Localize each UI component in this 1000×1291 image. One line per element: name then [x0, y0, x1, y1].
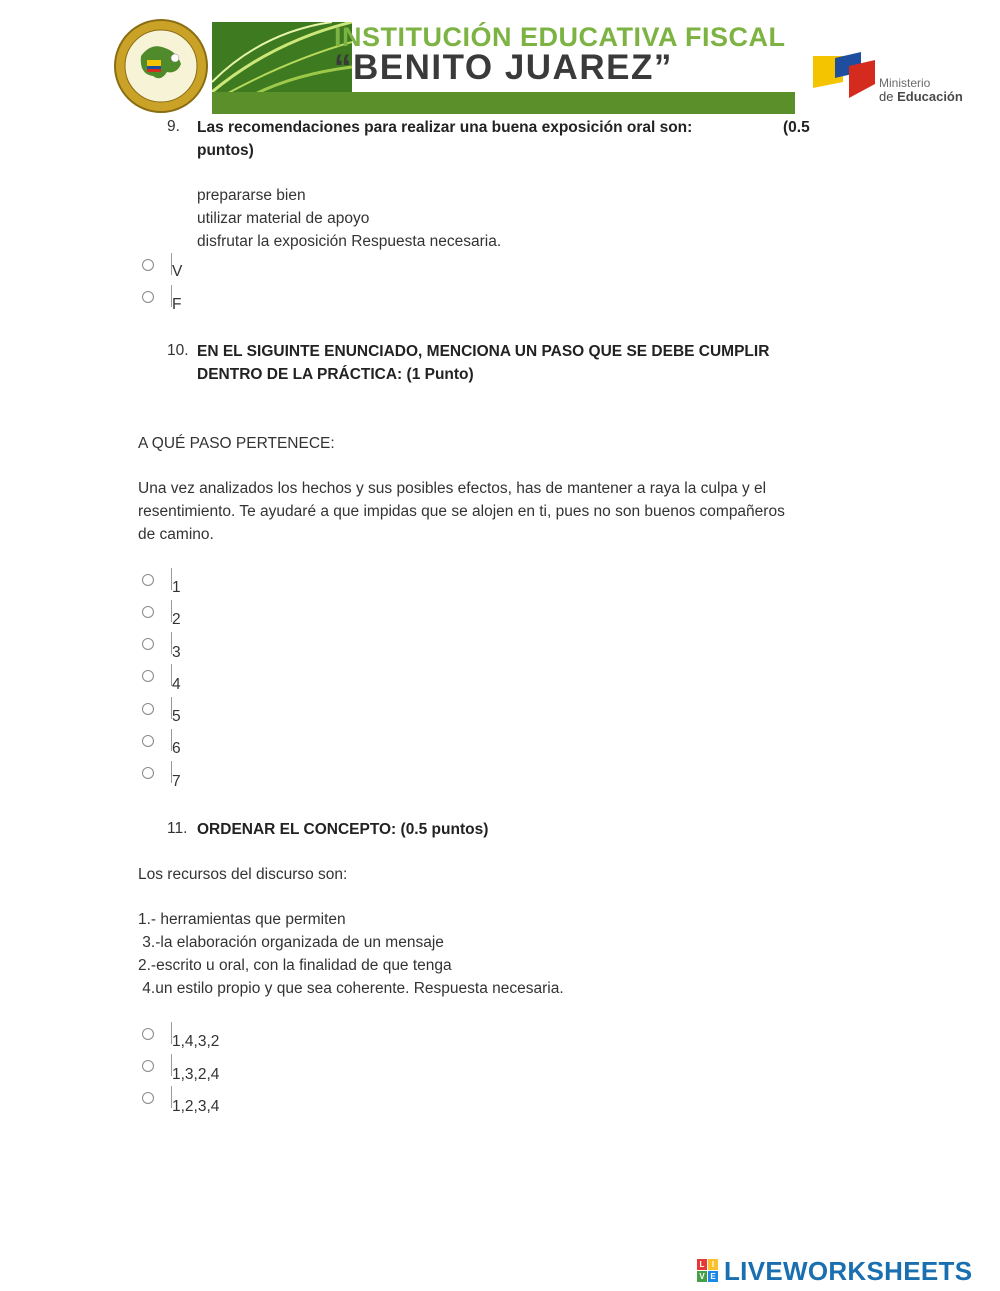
question-10-paragraph-line-3: de camino. — [138, 526, 214, 543]
question-10-title-cont: DENTRO DE LA PRÁCTICA: (1 Punto) — [197, 366, 474, 383]
question-9-points: (0.5 — [783, 119, 810, 136]
question-11-line-2: 3.-la elaboración organizada de un mensaje — [138, 934, 444, 951]
q10-option-5-label: 5 — [172, 708, 181, 725]
ministry-subtitle: de Educación — [879, 89, 963, 104]
q10-option-3-label: 3 — [172, 644, 181, 661]
question-9-title-cont: puntos) — [197, 142, 254, 159]
radio-q9-option-f[interactable] — [142, 291, 154, 303]
radio-q11-option-3[interactable] — [142, 1092, 154, 1104]
q11-option-1-label: 1,4,3,2 — [172, 1033, 220, 1050]
radio-q10-option-1[interactable] — [142, 574, 154, 586]
question-11-line-4: 4.un estilo propio y que sea coherente. Respuesta necesaria. — [138, 980, 564, 997]
question-9-title: Las recomendaciones para realizar una buena exposición oral son: — [197, 119, 693, 136]
question-9-line-1: prepararse bien — [197, 187, 306, 204]
q10-option-1-label: 1 — [172, 579, 181, 596]
ministry-label: Ministerio — [879, 76, 931, 90]
question-11-line-3: 2.-escrito u oral, con la finalidad de que tenga — [138, 957, 452, 974]
q11-option-3-label: 1,2,3,4 — [172, 1098, 220, 1115]
radio-q10-option-6[interactable] — [142, 735, 154, 747]
q10-option-6-label: 6 — [172, 740, 181, 757]
q10-option-7-label: 7 — [172, 773, 181, 790]
question-10-number: 10. — [167, 342, 189, 359]
liveworksheets-brand[interactable]: LIVEWORKSHEETS — [724, 1256, 973, 1286]
question-10-prompt: A QUÉ PASO PERTENECE: — [138, 435, 335, 452]
radio-q10-option-7[interactable] — [142, 767, 154, 779]
q10-option-2-label: 2 — [172, 611, 181, 628]
banner-stripe — [212, 92, 795, 114]
question-9-number: 9. — [167, 118, 180, 135]
school-seal-logo — [113, 18, 209, 114]
question-10-paragraph-line-2: resentimiento. Te ayudaré a que impidas que se alojen en ti, pues no son buenos compañeros — [138, 503, 785, 520]
radio-q10-option-3[interactable] — [142, 638, 154, 650]
question-11-number: 11. — [167, 820, 188, 837]
q10-option-4-label: 4 — [172, 676, 181, 693]
radio-q10-option-4[interactable] — [142, 670, 154, 682]
radio-q10-option-2[interactable] — [142, 606, 154, 618]
institution-name-line1: INSTITUCIÓN EDUCATIVA FISCAL — [334, 22, 786, 52]
question-11-line-1: 1.- herramientas que permiten — [138, 911, 346, 928]
question-9-line-2: utilizar material de apoyo — [197, 210, 370, 227]
question-11-intro: Los recursos del discurso son: — [138, 866, 348, 883]
question-10-paragraph-line-1: Una vez analizados los hechos y sus posibles efectos, has de mantener a raya la culpa y el — [138, 480, 767, 497]
radio-q11-option-2[interactable] — [142, 1060, 154, 1072]
question-11-title: ORDENAR EL CONCEPTO: (0.5 puntos) — [197, 821, 489, 838]
radio-q10-option-5[interactable] — [142, 703, 154, 715]
radio-q11-option-1[interactable] — [142, 1028, 154, 1040]
institution-name-line2: “BENITO JUAREZ” — [334, 48, 673, 87]
question-10-title: EN EL SIGUINTE ENUNCIADO, MENCIONA UN PASO QUE SE DEBE CUMPLIR — [197, 343, 770, 360]
q9-option-v-label: V — [172, 263, 183, 280]
question-9-line-3: disfrutar la exposición Respuesta necesaria. — [197, 233, 502, 250]
ministry-flag-logo — [813, 52, 875, 100]
institution-banner — [212, 22, 795, 114]
q11-option-2-label: 1,3,2,4 — [172, 1066, 220, 1083]
q9-option-f-label: F — [172, 296, 182, 313]
radio-q9-option-v[interactable] — [142, 259, 154, 271]
